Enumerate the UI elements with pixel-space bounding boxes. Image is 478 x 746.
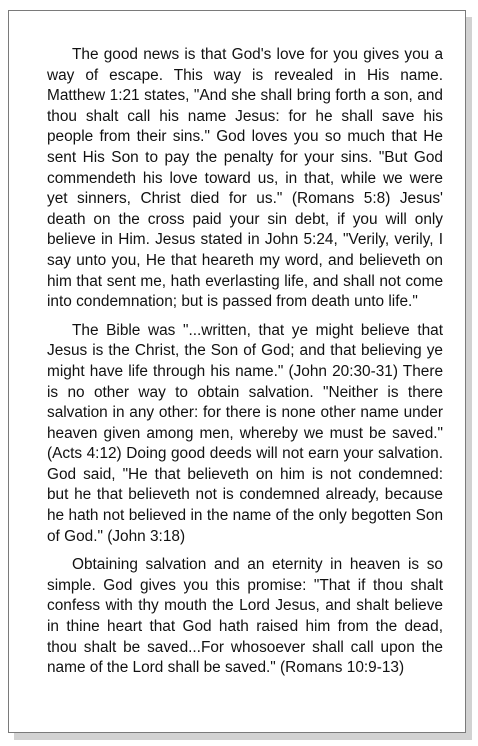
paragraph-bible-written: The Bible was "...written, that ye might believe that Jesus is the Christ, the Son of God; and that believing ye might have life through his name." (John 20:30-31) There is no other way to obtain salvation. "Neither is there salvation in any other: for there is none other name under heaven given among men, whereby we must be saved." (Acts 4:12) Doing good deeds will not earn your salvation. God said, "He that believeth on him is not condemned: but he that believeth not is condemned already, because he hath not believed in the name of the only begotten Son of God." (John 3:18) [47,321,443,545]
paragraph-good-news: The good news is that God's love for you gives you a way of escape. This way is revealed in His name. Matthew 1:21 states, "And she shall bring forth a son, and thou shalt call his name Jesus: for he shall save his people from their sins." God loves you so much that He sent His Son to pay the penalty for your sins. "But God commendeth his love toward us, in that, while we were yet sinners, Christ died for us." (Romans 5:8) Jesus' death on the cross paid your sin debt, if you will only believe in Him. Jesus stated in John 5:24, "Verily, verily, I say unto you, He that heareth my word, and believeth on him that sent me, hath everlasting life, and shall not come into condemnation; but is passed from death unto life." [47,46,443,311]
page-content [47,45,443,687]
document-page [8,10,466,733]
paragraph-obtaining-salvation: Obtaining salvation and an eternity in heaven is so simple. God gives you this promise: "That if thou shalt confess with thy mouth the Lord Jesus, and shalt believe in thine heart that God hath raised him from the dead, thou shalt be saved...For whosoever shall call upon the name of the Lord shall be saved." (Romans 10:9-13) [47,556,443,677]
